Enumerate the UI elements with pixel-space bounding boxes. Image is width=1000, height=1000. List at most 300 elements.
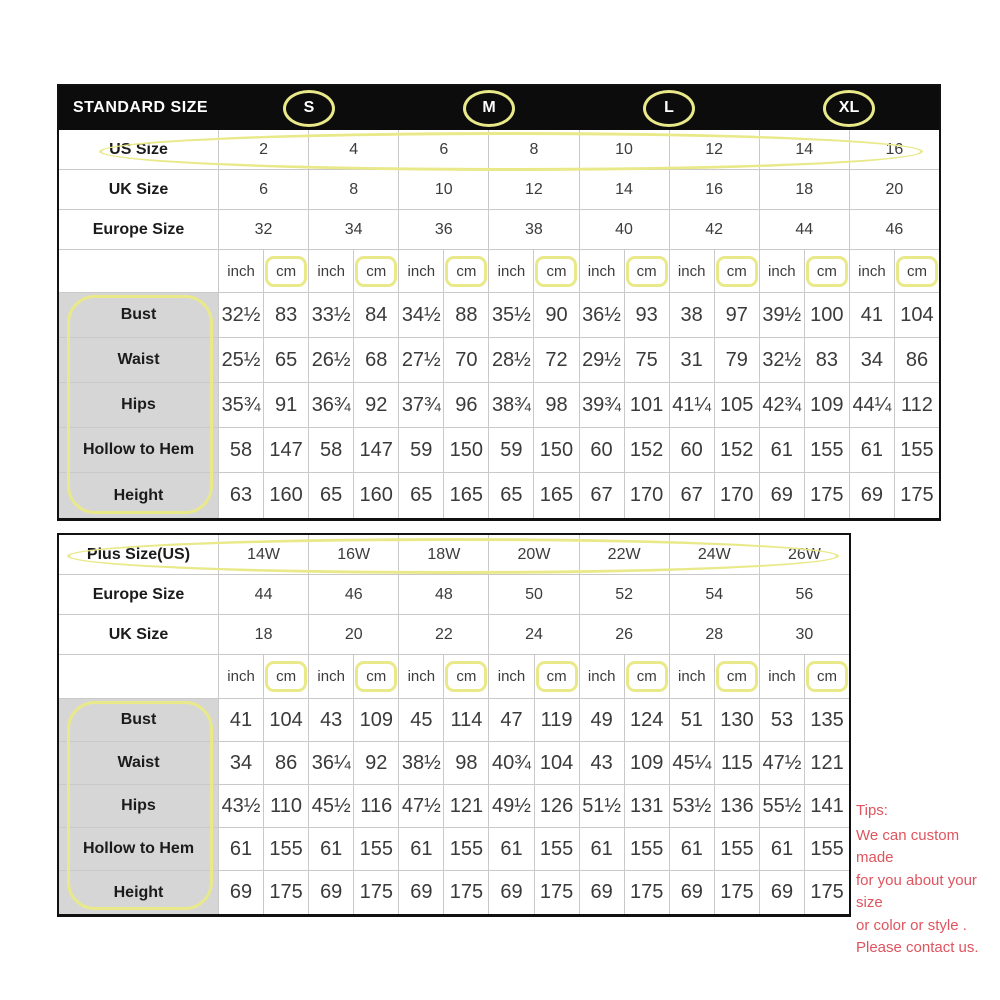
measure-value: 75: [625, 338, 670, 383]
measure-value: 43½: [219, 785, 264, 828]
row-label: UK Size: [59, 170, 219, 210]
size-value: 48: [399, 575, 489, 615]
measure-value: 39½: [760, 293, 805, 338]
measure-value: 97: [715, 293, 760, 338]
measure-value: 135: [805, 699, 849, 742]
measure-value: 47½: [760, 742, 805, 785]
measure-value: 69: [580, 871, 625, 914]
measure-value: 155: [264, 828, 309, 871]
measure-value: 47½: [399, 785, 444, 828]
measure-label: Waist: [59, 338, 219, 383]
size-value: 44: [219, 575, 309, 615]
unit-inch: inch: [580, 250, 625, 293]
measure-value: 150: [444, 428, 489, 473]
unit-cm: [444, 250, 489, 293]
measure-value: 115: [715, 742, 760, 785]
plus-size-table: [57, 533, 851, 917]
measure-value: 155: [895, 428, 939, 473]
size-value: 34: [309, 210, 399, 250]
size-value: 44: [760, 210, 850, 250]
size-group-label: M: [482, 99, 496, 116]
measure-value: 126: [535, 785, 580, 828]
cm-highlight-ring: cm: [265, 661, 307, 692]
size-row: [59, 170, 939, 210]
measure-row: [59, 828, 849, 871]
measure-value: 86: [895, 338, 939, 383]
measure-value: 61: [760, 428, 805, 473]
measure-value: 155: [625, 828, 670, 871]
measure-value: 152: [625, 428, 670, 473]
size-ring-l: [643, 90, 695, 127]
measure-value: 155: [354, 828, 399, 871]
size-group-xl: [759, 86, 939, 130]
cm-highlight-ring: cm: [716, 661, 758, 692]
measure-value: 69: [399, 871, 444, 914]
size-value: 18: [760, 170, 850, 210]
measure-value: 58: [219, 428, 264, 473]
measure-value: 155: [805, 828, 849, 871]
size-ring-s: [283, 90, 335, 127]
size-group-s: [219, 86, 399, 130]
measure-value: 61: [309, 828, 354, 871]
measure-value: 88: [444, 293, 489, 338]
unit-cm: [535, 655, 580, 699]
measure-value: 38: [670, 293, 715, 338]
measure-value: 175: [444, 871, 489, 914]
measure-value: 155: [805, 428, 850, 473]
size-row: [59, 615, 849, 655]
size-value: 14: [580, 170, 670, 210]
size-value: 6: [219, 170, 309, 210]
measure-value: 69: [219, 871, 264, 914]
measure-value: 47: [489, 699, 534, 742]
unit-inch: inch: [760, 655, 805, 699]
measure-value: 61: [850, 428, 895, 473]
size-value: 10: [580, 130, 670, 170]
measure-value: 45½: [309, 785, 354, 828]
measure-value: 155: [535, 828, 580, 871]
row-label: Plus Size(US): [59, 535, 219, 575]
size-value: 18: [219, 615, 309, 655]
plus-size-body: [59, 535, 849, 914]
measure-label: Hips: [59, 785, 219, 828]
measure-row: [59, 742, 849, 785]
measure-value: 49: [580, 699, 625, 742]
cm-highlight-ring: cm: [355, 256, 397, 287]
measure-value: 37¾: [399, 383, 444, 428]
measure-label: Hollow to Hem: [59, 828, 219, 871]
unit-inch: inch: [489, 250, 534, 293]
measure-value: 34: [219, 742, 264, 785]
measure-value: 25½: [219, 338, 264, 383]
size-value: 40: [580, 210, 670, 250]
measure-value: 109: [625, 742, 670, 785]
measure-value: 55½: [760, 785, 805, 828]
measure-value: 65: [309, 473, 354, 518]
measure-value: 61: [399, 828, 444, 871]
unit-cm: [354, 655, 399, 699]
unit-inch: inch: [760, 250, 805, 293]
size-value: 2: [219, 130, 309, 170]
size-value: 42: [670, 210, 760, 250]
measure-value: 53½: [670, 785, 715, 828]
measure-value: 41: [219, 699, 264, 742]
size-ring-xl: [823, 90, 875, 127]
measure-value: 152: [715, 428, 760, 473]
cm-highlight-ring: cm: [896, 256, 938, 287]
row-label: Europe Size: [59, 575, 219, 615]
measure-value: 160: [264, 473, 309, 518]
measure-value: 104: [535, 742, 580, 785]
measure-value: 175: [810, 881, 844, 903]
unit-row: [59, 655, 849, 699]
measure-value: 45: [399, 699, 444, 742]
measure-value: 69: [309, 871, 354, 914]
measure-value: 69: [760, 473, 805, 518]
unit-row: [59, 250, 939, 293]
size-group-label: XL: [838, 99, 860, 116]
unit-cm: [625, 655, 670, 699]
measure-label: Bust: [59, 293, 219, 338]
measure-value: 68: [354, 338, 399, 383]
measure-value: 36¾: [309, 383, 354, 428]
measure-value: 136: [715, 785, 760, 828]
measure-value: 155: [444, 828, 489, 871]
unit-row-label: [59, 250, 219, 293]
measure-value: 165: [444, 473, 489, 518]
measure-value: 109: [354, 699, 399, 742]
measure-value: 61: [489, 828, 534, 871]
measure-value: 69: [489, 871, 534, 914]
size-group-label: L: [664, 99, 674, 116]
measure-value: 51: [670, 699, 715, 742]
measure-row: [59, 699, 849, 742]
measure-value: 98: [534, 383, 579, 428]
measure-value: 121: [444, 785, 489, 828]
measure-value: 175: [900, 484, 934, 506]
measure-value: 42¾: [760, 383, 805, 428]
measure-value: 121: [805, 742, 849, 785]
measure-value: 100: [805, 293, 850, 338]
measure-value: 26½: [309, 338, 354, 383]
measure-value: 61: [760, 828, 805, 871]
unit-inch: inch: [219, 250, 264, 293]
size-value: 14W: [219, 535, 309, 575]
measure-value: 36½: [580, 293, 625, 338]
measure-value: 116: [354, 785, 399, 828]
unit-cm: [264, 655, 309, 699]
size-value: 20: [309, 615, 399, 655]
standard-size-body: [59, 130, 939, 518]
measure-value: 53: [760, 699, 805, 742]
measure-value: 130: [715, 699, 760, 742]
measure-value: 147: [264, 428, 309, 473]
measure-value: 44¼: [850, 383, 895, 428]
measure-value: 32½: [760, 338, 805, 383]
measure-value: 165: [534, 473, 579, 518]
measure-value: 92: [354, 383, 399, 428]
size-value: 50: [489, 575, 579, 615]
cm-highlight-ring: cm: [716, 256, 758, 287]
measure-row: [59, 338, 939, 383]
size-value: 18W: [399, 535, 489, 575]
size-value: 20: [850, 170, 939, 210]
measure-value: 43: [580, 742, 625, 785]
cm-highlight-ring: cm: [626, 256, 668, 287]
measure-value: 28½: [489, 338, 534, 383]
cm-highlight-ring: cm: [265, 256, 307, 287]
measure-value: 51½: [580, 785, 625, 828]
measure-value: 34: [850, 338, 895, 383]
row-label: Europe Size: [59, 210, 219, 250]
measure-value: 175: [805, 473, 850, 518]
measure-value: 141: [805, 785, 849, 828]
measure-value: 49½: [489, 785, 534, 828]
unit-cm: [715, 655, 760, 699]
measure-label: Bust: [59, 699, 219, 742]
standard-size-title: STANDARD SIZE: [73, 99, 209, 116]
measure-value: 175: [264, 871, 309, 914]
unit-inch: inch: [309, 655, 354, 699]
measure-value: 83: [805, 338, 850, 383]
unit-cm: [534, 250, 579, 293]
unit-inch: inch: [309, 250, 354, 293]
measure-value: 61: [580, 828, 625, 871]
measure-label: Hips: [59, 383, 219, 428]
size-group-m: [399, 86, 579, 130]
measure-value: 112: [895, 383, 939, 428]
measure-value: 98: [444, 742, 489, 785]
size-value: 14: [760, 130, 850, 170]
measure-value: 114: [444, 699, 489, 742]
unit-inch: inch: [399, 655, 444, 699]
size-row: [59, 575, 849, 615]
size-value: 38: [489, 210, 579, 250]
size-value: 32: [219, 210, 309, 250]
measure-value: 110: [264, 785, 309, 828]
measure-value: 147: [354, 428, 399, 473]
measure-label: Hollow to Hem: [59, 428, 219, 473]
standard-size-header: [59, 86, 939, 130]
measure-value: 131: [625, 785, 670, 828]
cm-highlight-ring: cm: [445, 661, 487, 692]
measure-value: 61: [670, 828, 715, 871]
size-row: [59, 210, 939, 250]
size-value: 52: [580, 575, 670, 615]
unit-cm: [354, 250, 399, 293]
measure-value: 83: [264, 293, 309, 338]
measure-value: 119: [535, 699, 580, 742]
measure-value: 41: [850, 293, 895, 338]
tips-line: for you about your size: [856, 871, 977, 911]
measure-value: 43: [309, 699, 354, 742]
row-label: UK Size: [59, 615, 219, 655]
measure-value: 96: [444, 383, 489, 428]
measure-value: 65: [489, 473, 534, 518]
cm-highlight-ring: cm: [626, 661, 668, 692]
measure-row: [59, 473, 939, 518]
size-value: 56: [760, 575, 849, 615]
measure-value: 70: [444, 338, 489, 383]
size-value: 16W: [309, 535, 399, 575]
measure-value: 60: [670, 428, 715, 473]
measure-value: 35¾: [219, 383, 264, 428]
size-row: [59, 130, 939, 170]
measure-value: 86: [264, 742, 309, 785]
size-value: 12: [670, 130, 760, 170]
measure-value: 67: [580, 473, 625, 518]
unit-row-label: [59, 655, 219, 699]
unit-inch: inch: [670, 655, 715, 699]
measure-label: Height: [59, 473, 219, 518]
standard-size-table: [57, 84, 941, 521]
size-value: 12: [489, 170, 579, 210]
measure-value: 67: [670, 473, 715, 518]
size-value: 20W: [489, 535, 579, 575]
measure-row: [59, 871, 849, 914]
measure-label: Waist: [59, 742, 219, 785]
measure-value: 31: [670, 338, 715, 383]
size-value: 10: [399, 170, 489, 210]
unit-inch: inch: [489, 655, 534, 699]
measure-value: 59: [489, 428, 534, 473]
measure-row: [59, 428, 939, 473]
measure-value: 27½: [399, 338, 444, 383]
measure-value: 160: [354, 473, 399, 518]
size-value: 16: [670, 170, 760, 210]
unit-inch: inch: [219, 655, 264, 699]
size-value: 46: [309, 575, 399, 615]
measure-value: 150: [534, 428, 579, 473]
unit-cm: [715, 250, 760, 293]
measure-value: 40¾: [489, 742, 534, 785]
unit-inch: inch: [580, 655, 625, 699]
measure-value: 69: [670, 871, 715, 914]
size-value: 16: [850, 130, 939, 170]
size-value: 26W: [760, 535, 849, 575]
measure-value: 109: [805, 383, 850, 428]
measure-value: 69: [850, 473, 895, 518]
measure-value: 92: [354, 742, 399, 785]
measure-value: 34½: [399, 293, 444, 338]
measure-value: 91: [264, 383, 309, 428]
size-value: 22: [399, 615, 489, 655]
unit-inch: inch: [399, 250, 444, 293]
measure-row: [59, 785, 849, 828]
measure-value: 155: [715, 828, 760, 871]
unit-cm: [625, 250, 670, 293]
size-value: 46: [850, 210, 939, 250]
size-value: 4: [309, 130, 399, 170]
measure-value: 36¼: [309, 742, 354, 785]
measure-value: 38½: [399, 742, 444, 785]
size-value: 24W: [670, 535, 760, 575]
size-value: 6: [399, 130, 489, 170]
size-value: 22W: [580, 535, 670, 575]
measure-row: [59, 383, 939, 428]
measure-value: 79: [715, 338, 760, 383]
unit-cm: [895, 250, 939, 293]
measure-value: 60: [580, 428, 625, 473]
cm-highlight-ring: cm: [806, 256, 848, 287]
measure-row: [59, 293, 939, 338]
measure-value: 58: [309, 428, 354, 473]
unit-inch: inch: [670, 250, 715, 293]
measure-value: 65: [264, 338, 309, 383]
size-group-label: S: [303, 99, 315, 116]
size-value: 26: [580, 615, 670, 655]
tips-title: Tips:: [856, 802, 888, 819]
cm-highlight-ring: cm: [445, 256, 487, 287]
measure-value: 104: [264, 699, 309, 742]
size-value: 36: [399, 210, 489, 250]
size-value: 30: [760, 615, 849, 655]
measure-value: 175: [535, 871, 580, 914]
measure-value: 170: [625, 473, 670, 518]
measure-value: 84: [354, 293, 399, 338]
size-row: [59, 535, 849, 575]
size-value: 54: [670, 575, 760, 615]
unit-inch: inch: [850, 250, 895, 293]
cm-highlight-ring: cm: [806, 661, 848, 692]
unit-cm: [444, 655, 489, 699]
measure-value: 170: [715, 473, 760, 518]
measure-value: 175: [354, 871, 399, 914]
measure-value: 104: [895, 293, 939, 338]
measure-value: 32½: [219, 293, 264, 338]
size-value: 8: [309, 170, 399, 210]
measure-value: 175: [625, 871, 670, 914]
size-value: 28: [670, 615, 760, 655]
measure-value: 72: [534, 338, 579, 383]
measure-label: Height: [59, 871, 219, 914]
tips-note: [856, 800, 998, 960]
size-ring-m: [463, 90, 515, 127]
measure-value: 93: [625, 293, 670, 338]
unit-cm: [805, 250, 850, 293]
measure-value: 90: [534, 293, 579, 338]
row-label: US Size: [59, 130, 219, 170]
unit-cm: [805, 655, 849, 699]
measure-value: 63: [219, 473, 264, 518]
cm-highlight-ring: cm: [355, 661, 397, 692]
measure-value: 69: [760, 871, 805, 914]
tips-line: We can custom made: [856, 826, 960, 866]
measure-value: 101: [625, 383, 670, 428]
measure-value: 33½: [309, 293, 354, 338]
measure-value: 38¾: [489, 383, 534, 428]
measure-value: 65: [399, 473, 444, 518]
measure-value: 29½: [580, 338, 625, 383]
measure-value: 35½: [489, 293, 534, 338]
size-group-l: [579, 86, 759, 130]
tips-line: or color or style .: [856, 916, 967, 934]
cm-highlight-ring: cm: [536, 661, 578, 692]
measure-value: 39¾: [580, 383, 625, 428]
measure-value: 61: [219, 828, 264, 871]
measure-value: 41¼: [670, 383, 715, 428]
measure-value: 59: [399, 428, 444, 473]
measure-value: 175: [715, 871, 760, 914]
measure-value: 45¼: [670, 742, 715, 785]
cm-highlight-ring: cm: [535, 256, 577, 287]
tips-line: Please contact us.: [856, 939, 979, 956]
measure-value: 124: [625, 699, 670, 742]
size-value: 24: [489, 615, 579, 655]
size-value: 8: [489, 130, 579, 170]
measure-value: 105: [715, 383, 760, 428]
unit-cm: [264, 250, 309, 293]
